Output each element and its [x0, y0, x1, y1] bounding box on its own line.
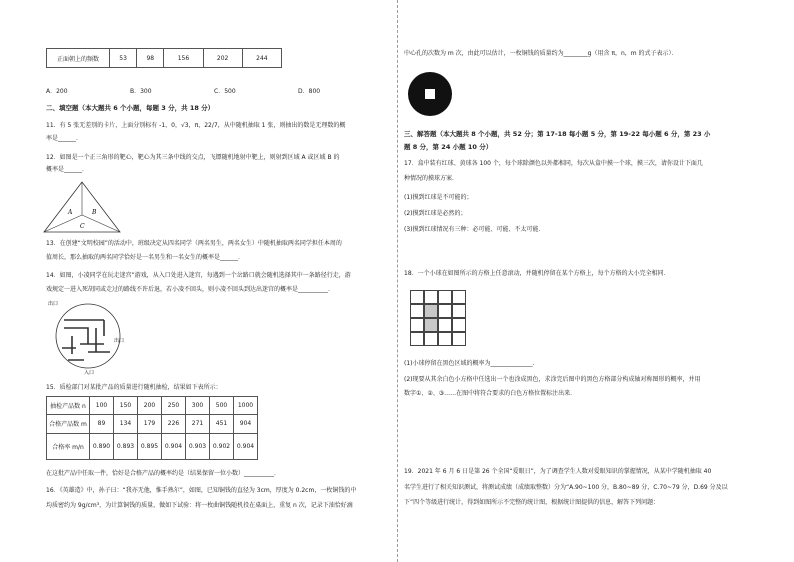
table-cell: 500 [210, 397, 234, 415]
table-cell: 89 [90, 415, 114, 433]
option-a: A．200 [46, 88, 68, 95]
question-12: 12．如图是一个正三角形的靶心，靶心为其三条中线的交点，飞镖随机地射中靶上，则射到区域 A 或区域 B 的 [46, 154, 340, 161]
table-cell: 200 [138, 397, 162, 415]
question-16-cont-right: 中心孔的次数为 m 次，由此可以估计，一枚铜钱的质量约为________g（用含 π，n，m 的式子表示）． [404, 50, 678, 57]
table-cell: 0.895 [138, 433, 162, 459]
question-18: 18．一个小球在如图所示的方格上任意滚动，并随机停留在某个方格上，每个方格的大小完全相同． [404, 270, 670, 277]
option-c: C．500 [214, 88, 236, 95]
question-18-item-cont: 数字①、②、③……在图中将符合要求的白色方格位置标注出来． [404, 390, 577, 397]
question-13: 13．在创建“文明校园”的活动中，班级决定从四名同学（两名男生，两名女生）中随机抽取两名同学担任本周的 [46, 240, 342, 247]
table-cell: 226 [162, 415, 186, 433]
quality-check-table [46, 396, 258, 460]
table-cell: 98 [137, 49, 164, 68]
table-cell: 0.903 [186, 433, 210, 459]
question-17-item: (3)摸到红球情况有三种：必可能、可能、不太可能． [404, 226, 545, 233]
option-b: B．300 [130, 88, 152, 95]
question-19: 19．2021 年 6 月 6 日是第 26 个全国“爱眼日”，为了调查学生人数对爱眼知识的掌握情况，从某中学随机抽取 40 [404, 468, 712, 475]
table-row-label: 正面朝上的频数 [47, 49, 110, 68]
ball-grid-figure [410, 290, 466, 346]
question-17-item: (2)摸到红球是必然的； [404, 210, 467, 217]
table-row-label: 合格产品数 m [47, 415, 90, 433]
maze-exit-label: 出口 [48, 301, 59, 307]
table-cell: 156 [164, 49, 203, 68]
section-heading-fill-in: 二、填空题（本大题共 6 个小题，每题 3 分，共 18 分） [46, 104, 215, 112]
heads-frequency-table [46, 48, 282, 68]
table-cell: 250 [162, 397, 186, 415]
question-17-cont: 种情况的摸球方案． [404, 175, 459, 182]
table-cell: 179 [138, 415, 162, 433]
table-row-label: 合格率 m/n [47, 433, 90, 459]
section-heading-solutions-cont: 题 8 分，第 24 小题 10 分） [404, 143, 493, 151]
question-16: 16．《英雄造》中，孙子曰：“我亦无他，惟手熟尔”，如图，已知铜钱的直径为 3cm，厚度为 0.2cm，一枚铜钱的中 [46, 487, 357, 494]
maze-entry-label: 入口 [84, 370, 95, 376]
table-cell: 300 [186, 397, 210, 415]
question-14: 14．如图，小凌同学在玩走迷宫”游戏，从入口处进入迷宫，每遇到一个岔路口就会随机选择其中一条路径行走，游 [46, 272, 351, 279]
table-cell: 904 [234, 415, 258, 433]
table-cell: 0.890 [90, 433, 114, 459]
question-13-cont: 值周长，那么抽取的两名同学恰好是一名男生和一名女生的概率是______． [46, 254, 245, 261]
question-16-cont: 均质密约为 9g/cm³，为计算铜钱的质量，做如下试验：将一枚曲铜钱随机投在桌面上，重复 n 次，记录下油恰好滴 [46, 502, 353, 509]
question-11-cont: 率是______． [46, 135, 83, 142]
question-17-item: (1)摸到红球是不可能的； [404, 194, 473, 201]
option-d: D．800 [298, 88, 321, 95]
table-cell: 1000 [234, 397, 258, 415]
table-cell: 53 [110, 49, 137, 68]
question-11: 11．有 5 张无差别的卡片，上面分别标有 -1，0，√3，π，22/7，从中随机抽取 1 张，则抽出的数是无理数的概 [46, 122, 346, 129]
coin-figure [406, 70, 454, 118]
table-cell: 0.902 [210, 433, 234, 459]
question-18-item: (2)现要从其余白色小方格中任选出一个也涂成黑色，求涂完后图中的黑色方格部分构成轴对称图形的概率，并用 [404, 376, 701, 383]
table-cell: 451 [210, 415, 234, 433]
table-cell: 0.893 [114, 433, 138, 459]
table-cell: 0.904 [234, 433, 258, 459]
question-15-cont: 在这批产品中任取一件，恰好是合格产品的概率约是（结果保留一位小数）__________． [46, 470, 281, 477]
table-cell: 271 [186, 415, 210, 433]
table-cell: 202 [203, 49, 242, 68]
table-cell: 244 [242, 49, 281, 68]
table-cell: 0.904 [162, 433, 186, 459]
question-17: 17．盒中装有红球、黄球各 100 个，每个球除颜色以外都相同，每次从盒中摸一个球，摸三次，请你设计下面几 [404, 160, 703, 167]
table-row-label: 抽检产品数 n [47, 397, 90, 415]
table-cell: 100 [90, 397, 114, 415]
question-15: 15．质检部门对某批产品的质量进行随机抽检，结果如下表所示： [46, 384, 222, 391]
question-19-cont: 下”四个等级进行统计，得到如图所示不完整的统计图，根据统计图提供的信息，解答下列问题： [404, 499, 660, 506]
section-heading-solutions: 三、解答题（本大题共 8 个小题，共 52 分；第 17-18 每小题 5 分，第 19-22 每小题 6 分，第 23 小 [404, 130, 711, 138]
region-label-a: A [68, 209, 73, 216]
region-label-b: B [92, 209, 97, 216]
question-14-cont: 戏规定一进入死胡同或走过的路线不许后退，若小凌不回头，则小凌不回头到达出迷宫的概率是__________． [46, 286, 335, 293]
triangle-target-figure [42, 180, 122, 236]
region-label-c: C [80, 223, 85, 230]
question-12-cont: 概率是______． [46, 166, 89, 173]
table-cell: 134 [114, 415, 138, 433]
question-18-item: (1)小球停留在黑色区域的概率为______________． [404, 360, 539, 367]
column-divider [397, 0, 398, 562]
question-19-cont: 名学生进行了相关知识测试，将测试成绩（成绩取整数）分为“A.90~100 分，B.80~89 分，C.70~79 分，D.69 分及以 [404, 484, 728, 491]
table-cell: 150 [114, 397, 138, 415]
maze-exit-label: 出口 [114, 338, 125, 344]
maze-figure [44, 298, 134, 376]
